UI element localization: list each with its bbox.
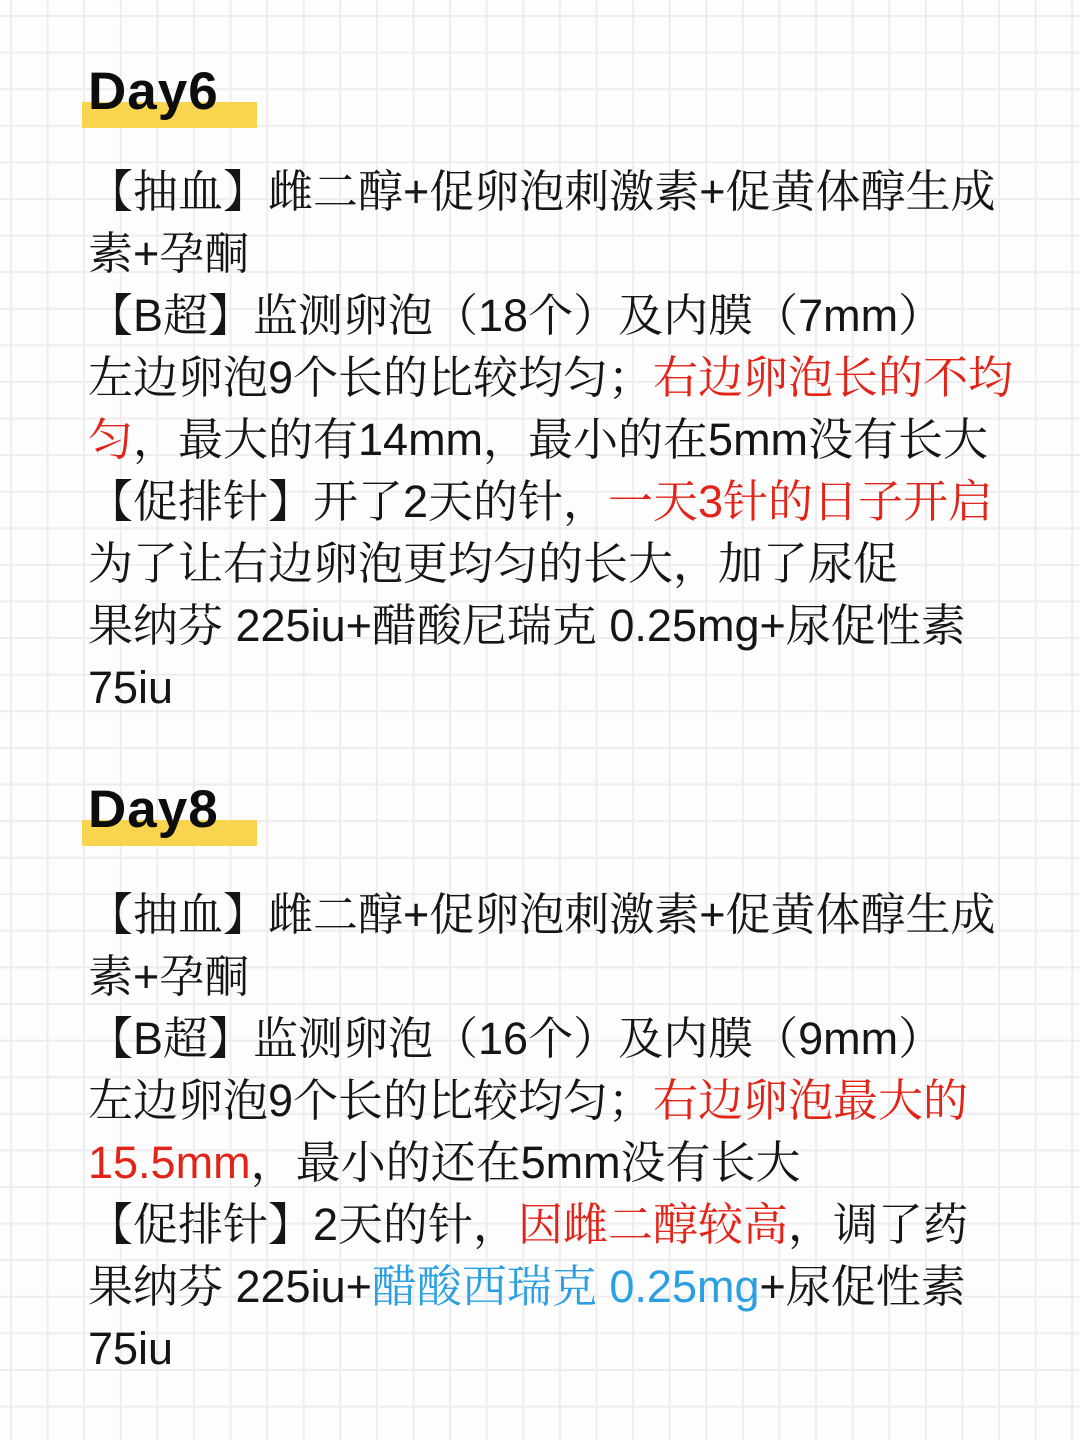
- text-segment-black: 75iu: [88, 662, 174, 713]
- text-segment-red: 右边卵泡长的不均: [653, 352, 1014, 403]
- text-segment-black: 【B超】监测卵泡（16个）及内膜（9mm）: [88, 1013, 944, 1064]
- text-segment-red: 匀: [88, 414, 134, 465]
- text-segment-red: 15.5mm: [88, 1137, 251, 1188]
- text-segment-black: 素+孕酮: [88, 228, 250, 279]
- text-line: [88, 946, 1028, 1008]
- text-segment-red: 一天3针的日子开启: [608, 476, 994, 527]
- text-segment-black: 【抽血】雌二醇+促卵泡刺激素+促黄体醇生成: [88, 889, 996, 940]
- text-line: [88, 1132, 1028, 1194]
- text-segment-black: 【促排针】2天的针，: [88, 1199, 519, 1250]
- text-segment-black: 左边卵泡9个长的比较均匀；: [88, 1075, 654, 1126]
- text-line: [88, 1194, 1028, 1256]
- day6-body: [88, 161, 1028, 719]
- text-line: [88, 884, 1028, 946]
- text-line: [88, 657, 1028, 719]
- text-segment-black: 【抽血】雌二醇+促卵泡刺激素+促黄体醇生成: [88, 166, 996, 217]
- text-segment-black: 【促排针】开了2天的针，: [88, 476, 609, 527]
- day6-heading-label: Day6: [88, 62, 219, 121]
- text-line: [88, 533, 1028, 595]
- text-segment-black: 果纳芬 225iu+: [88, 1261, 372, 1312]
- text-segment-black: 【B超】监测卵泡（18个）及内膜（7mm）: [88, 290, 944, 341]
- text-segment-black: ，最小的还在5mm没有长大: [250, 1137, 801, 1188]
- text-line: [88, 161, 1028, 223]
- text-segment-blue: 醋酸西瑞克 0.25mg: [371, 1261, 760, 1312]
- text-line: [88, 1008, 1028, 1070]
- text-line: [88, 223, 1028, 285]
- text-segment-black: ，调了药: [788, 1199, 969, 1250]
- day8-heading: [88, 782, 219, 838]
- text-segment-red: 右边卵泡最大的: [653, 1075, 969, 1126]
- text-segment-black: +尿促性素: [759, 1261, 966, 1312]
- text-segment-black: 素+孕酮: [88, 951, 250, 1002]
- text-line: [88, 1318, 1028, 1380]
- text-line: [88, 409, 1028, 471]
- day8-body: [88, 884, 1028, 1380]
- text-line: [88, 595, 1028, 657]
- text-line: [88, 471, 1028, 533]
- text-line: [88, 1256, 1028, 1318]
- text-line: [88, 1070, 1028, 1132]
- text-segment-black: 果纳芬 225iu+醋酸尼瑞克 0.25mg+尿促性素: [88, 600, 966, 651]
- text-line: [88, 285, 1028, 347]
- text-segment-black: 左边卵泡9个长的比较均匀；: [88, 352, 654, 403]
- text-segment-black: ，最大的有14mm，最小的在5mm没有长大: [133, 414, 989, 465]
- text-segment-black: 75iu: [88, 1323, 174, 1374]
- text-line: [88, 347, 1028, 409]
- day6-heading: [88, 64, 219, 120]
- day8-heading-label: Day8: [88, 780, 219, 839]
- text-segment-black: 为了让右边卵泡更均匀的长大，加了尿促: [88, 538, 899, 589]
- text-segment-red: 因雌二醇较高: [518, 1199, 789, 1250]
